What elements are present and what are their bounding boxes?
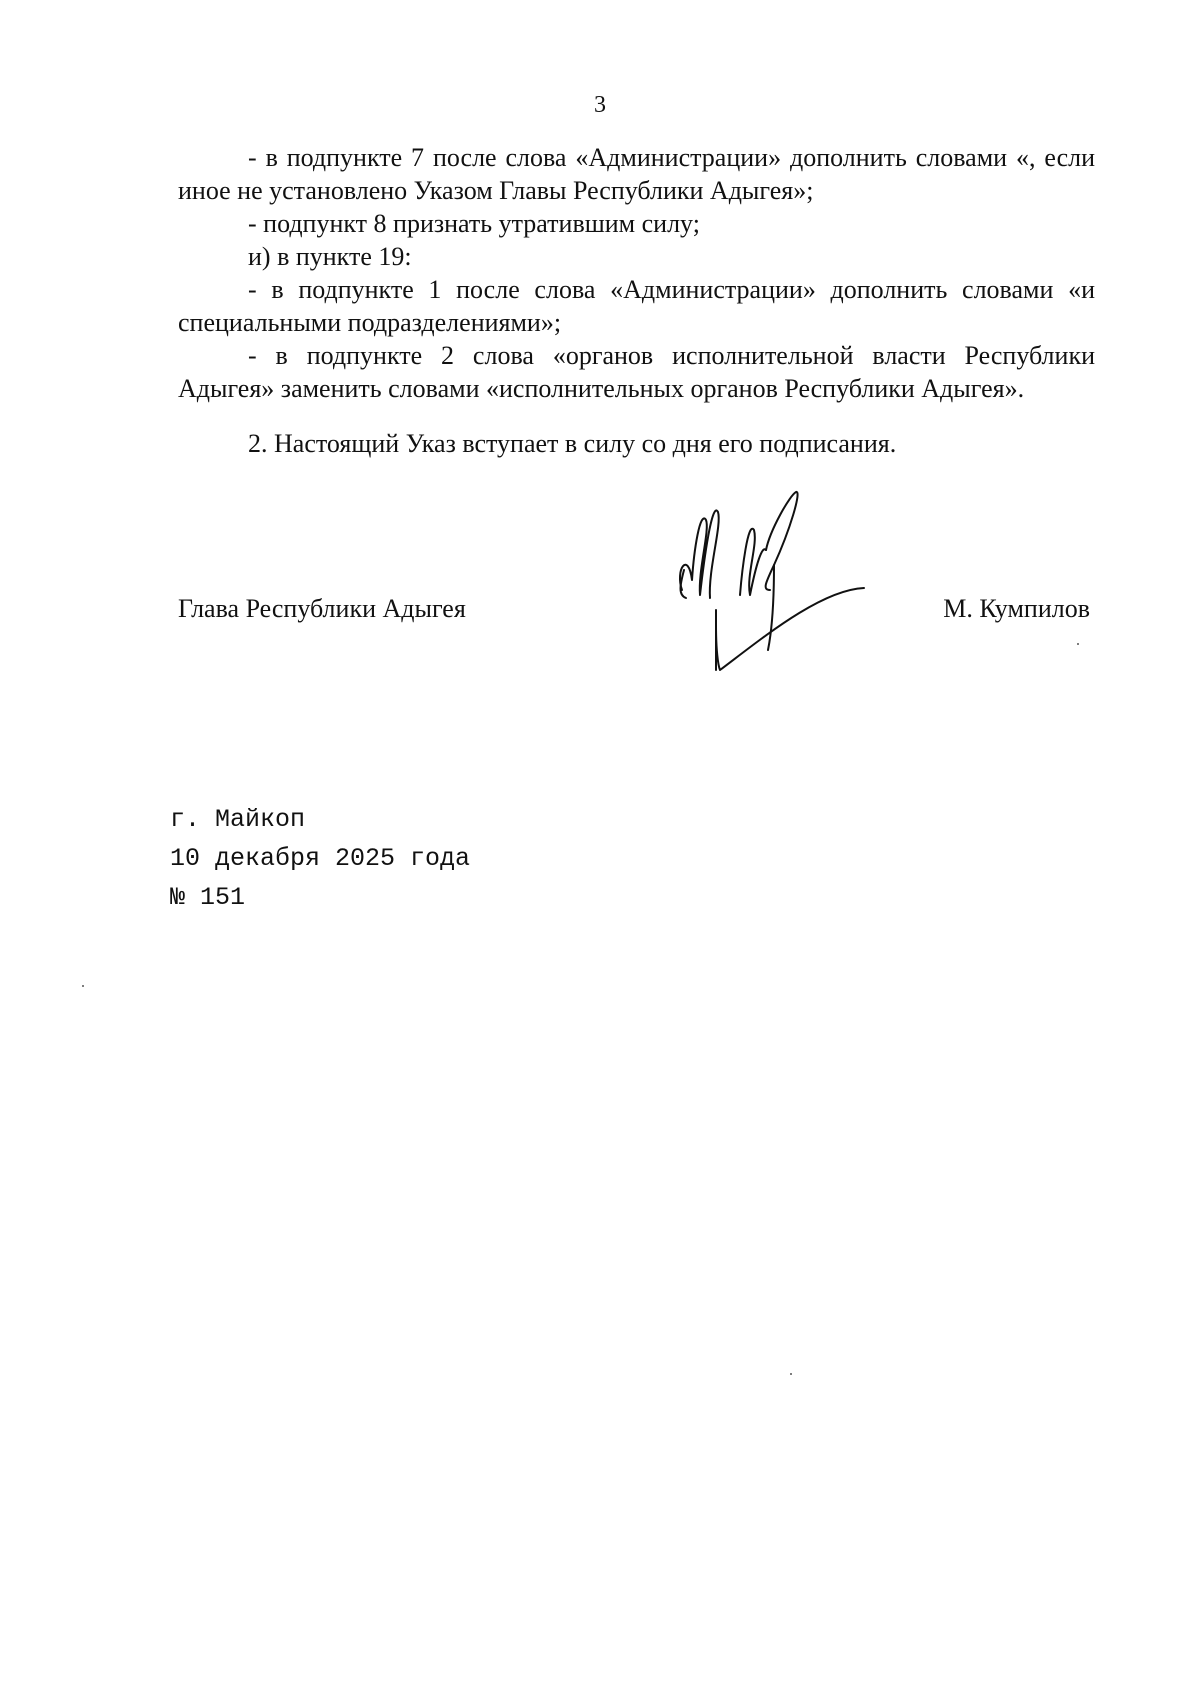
document-body (178, 141, 1095, 460)
handwritten-signature (670, 490, 950, 740)
date-of-signing: 10 декабря 2025 года (170, 844, 471, 873)
place-of-signing: г. Майкоп (170, 805, 306, 834)
scan-speck (1077, 643, 1079, 645)
paragraph-spacer (178, 405, 1095, 427)
page-number: 3 (594, 92, 606, 118)
signatory-position: Глава Республики Адыгея (178, 594, 466, 623)
document-requisites (170, 800, 470, 917)
paragraph-subpoint-1: - в подпункте 1 после слова «Администрации» дополнить словами «и специальными подразделениями»; (178, 275, 1095, 337)
paragraph-point-19: и) в пункте 19: (248, 242, 412, 271)
paragraph-effective-date: 2. Настоящий Указ вступает в силу со дня его подписания. (248, 429, 897, 458)
paragraph-subpoint-8: - подпункт 8 признать утратившим силу; (248, 209, 700, 238)
paragraph-subpoint-2: - в подпункте 2 слова «органов исполнительной власти Республики Адыгея» заменить словами «исполнительных органов Республики Адыгея». (178, 341, 1095, 403)
signatory-name: М. Кумпилов (943, 594, 1090, 623)
scan-speck (790, 1373, 792, 1375)
document-number: № 151 (170, 883, 246, 912)
paragraph-subpoint-7: - в подпункте 7 после слова «Администрации» дополнить словами «, если иное не установлено Указом Главы Республики Адыгея»; (178, 143, 1095, 205)
scan-speck (82, 985, 84, 987)
